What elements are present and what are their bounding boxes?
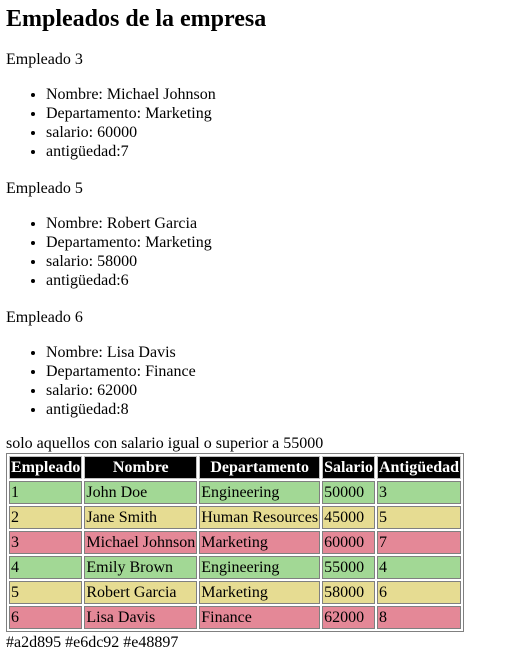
cell-employee: 4 [9, 556, 82, 579]
employee-detail-salary: • salario: 60000 [46, 123, 500, 142]
table-row [9, 506, 461, 529]
table-row [9, 481, 461, 504]
employee-heading: Empleado 3 [6, 51, 83, 68]
cell-name: Emily Brown [84, 556, 197, 579]
column-header-employee: Empleado [9, 456, 82, 479]
cell-employee: 2 [9, 506, 82, 529]
cell-department: Engineering [199, 481, 320, 504]
salary-filter-note: solo aquellos con salario igual o superior a 55000 [6, 435, 324, 452]
table-header-row [9, 456, 461, 479]
cell-department: Human Resources [199, 506, 320, 529]
employee-detail-name: • Nombre: Robert Garcia [46, 214, 500, 233]
employee-detail-department: • Departamento: Marketing [46, 104, 500, 123]
cell-name: Michael Johnson [84, 531, 197, 554]
column-header-salary: Salario [322, 456, 375, 479]
cell-salary: 50000 [322, 481, 375, 504]
cell-department: Finance [199, 606, 320, 629]
cell-name: John Doe [84, 481, 197, 504]
employee-block [8, 308, 500, 419]
employee-block [8, 179, 500, 290]
cell-name: Robert Garcia [84, 581, 197, 604]
employee-detail-name: • Nombre: Michael Johnson [46, 85, 500, 104]
cell-seniority: 8 [377, 606, 461, 629]
table-row [9, 556, 461, 579]
column-header-seniority: Antigüedad [377, 456, 461, 479]
employee-block [8, 50, 500, 161]
employee-details-list [8, 85, 500, 161]
table-row [9, 531, 461, 554]
cell-seniority: 7 [377, 531, 461, 554]
cell-department: Engineering [199, 556, 320, 579]
cell-employee: 1 [9, 481, 82, 504]
employee-details-list [8, 214, 500, 290]
employee-detail-salary: • salario: 62000 [46, 381, 500, 400]
employee-detail-name: • Nombre: Lisa Davis [46, 343, 500, 362]
cell-salary: 45000 [322, 506, 375, 529]
employee-detail-seniority: • antigüedad:7 [46, 142, 500, 161]
cell-salary: 58000 [322, 581, 375, 604]
cell-seniority: 4 [377, 556, 461, 579]
color-codes-line: #a2d895 #e6dc92 #e48897 [6, 634, 179, 651]
employee-detail-department: • Departamento: Finance [46, 362, 500, 381]
cell-employee: 3 [9, 531, 82, 554]
employee-detail-salary: • salario: 58000 [46, 252, 500, 271]
cell-salary: 55000 [322, 556, 375, 579]
employee-heading: Empleado 5 [6, 180, 83, 197]
employee-detail-seniority: • antigüedad:8 [46, 400, 500, 419]
page-title: Empleados de la empresa [6, 6, 267, 32]
cell-name: Lisa Davis [84, 606, 197, 629]
column-header-name: Nombre [84, 456, 197, 479]
cell-salary: 62000 [322, 606, 375, 629]
column-header-department: Departamento [199, 456, 320, 479]
table-row [9, 606, 461, 629]
cell-seniority: 6 [377, 581, 461, 604]
cell-department: Marketing [199, 581, 320, 604]
table-row [9, 581, 461, 604]
cell-salary: 60000 [322, 531, 375, 554]
cell-name: Jane Smith [84, 506, 197, 529]
cell-seniority: 5 [377, 506, 461, 529]
cell-employee: 6 [9, 606, 82, 629]
employees-table [6, 453, 464, 632]
cell-department: Marketing [199, 531, 320, 554]
employee-detail-seniority: • antigüedad:6 [46, 271, 500, 290]
cell-employee: 5 [9, 581, 82, 604]
employee-detail-department: • Departamento: Marketing [46, 233, 500, 252]
cell-seniority: 3 [377, 481, 461, 504]
employee-heading: Empleado 6 [6, 309, 83, 326]
employee-details-list [8, 343, 500, 419]
